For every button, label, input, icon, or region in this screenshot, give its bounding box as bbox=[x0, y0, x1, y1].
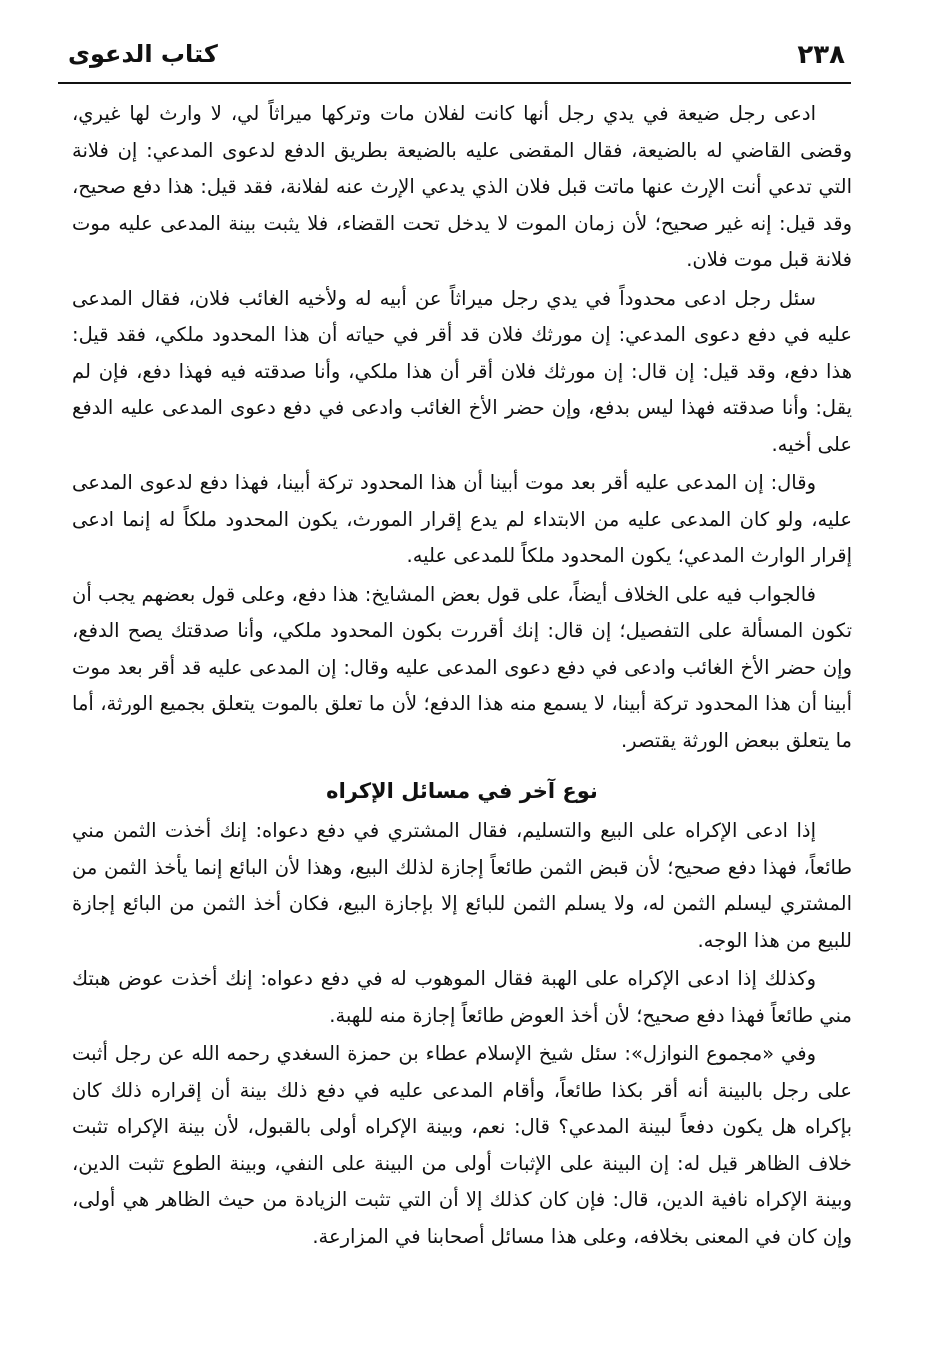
header-divider bbox=[58, 82, 851, 84]
paragraph: وفي «مجموع النوازل»: سئل شيخ الإسلام عطاء بن حمزة السغدي رحمه الله عن رجل أثبت على رجل بالبينة أنه أقر بكذا طائعاً، وأقام المدعى عليه في دفع ذلك بينة أن إقراره ذلك كان بإكراه هل يكون دفعاً لبينة المدعي؟ قال: نعم، وبينة الإكراه أولى بالقبول، لأن بينة الإكراه تثبت خلاف الظاهر قيل له: إن البينة على الإثبات أولى من البينة على النفي، وبينة الطوع تثبت الدين، وبينة الإكراه نافية الدين، قال: فإن كان كذلك إلا أن التي تثبت الزيادة من حيث الظاهر هي أولى، وإن كان في المعنى بخلافه، وعلى هذا مسائل أصحابنا في المزارعة. bbox=[72, 1042, 852, 1248]
paragraph: ادعى رجل ضيعة في يدي رجل أنها كانت لفلان مات وتركها ميراثاً لي، لا وارث لها غيري، وقضى القاضي له بالضيعة، فقال المقضى عليه بالضيعة بطريق الدفع لدعوى المدعي: إن فلانة التي تدعي أنت الإرث عنها ماتت قبل فلان الذي يدعي الإرث عنه لفلانة، فقد قيل: هذا دفع صحيح، وقد قيل: إنه غير صحيح؛ لأن زمان الموت لا يدخل تحت القضاء، فلا يثبت بينة المدعى عليه موت فلانة قبل موت فلان. bbox=[72, 102, 852, 271]
paragraph: وقال: إن المدعى عليه أقر بعد موت أبينا أن هذا المحدود تركة أبينا، فهذا دفع لدعوى المدعى عليه، ولو كان المدعى عليه من الابتداء لم يدع إقرار المورث، يكون المحدود ملكاً له إنما ادعى إقرار الوارث المدعي؛ يكون المحدود ملكاً للمدعى عليه. bbox=[72, 471, 852, 567]
paragraph: فالجواب فيه على الخلاف أيضاً، على قول بعض المشايخ: هذا دفع، وعلى قول بعضهم يجب أن تكون المسألة على التفصيل؛ إن قال: إنك أقررت بكون المحدود ملكي، وأنا صدقتك يصح الدفع، وإن حضر الأخ الغائب وادعى في دفع دعوى المدعى عليه وقال: إن المدعى عليه قد أقر بعد موت أبينا أن هذا المحدود تركة أبينا، لا يسمع منه هذا الدفع؛ لأن ما تعلق بالموت يتعلق بجميع الورثة، أما ما يتعلق ببعض الورثة يقتصر. bbox=[72, 582, 852, 752]
paragraph: إذا ادعى الإكراه على البيع والتسليم، فقال المشتري في دفع دعواه: إنك أخذت الثمن مني طائعاً، فهذا دفع صحيح؛ لأن قبض الثمن طائعاً إجازة لذلك البيع، وهذا لأن البائع إنما يأخذ الثمن من المشتري ليسلم الثمن له، ولا يسلم الثمن للبائع إلا بإجازة البيع، فكان أخذ الثمن من البائع إجازة للبيع من هذا الوجه. bbox=[72, 819, 852, 952]
paragraph: سئل رجل ادعى محدوداً في يدي رجل ميراثاً عن أبيه له ولأخيه الغائب فلان، فقال المدعى عليه في دفع دعوى المدعي: إن مورثك فلان قد أقر في حياته أن هذا المحدود ملكي، فقد قيل: هذا دفع، وقد قيل: إن قال: إن مورثك فلان أقر أن هذا ملكي، وأنا صدقته فيه فهذا دفع، فإن لم يقل: وأنا صدقته فهذا ليس بدفع، وإن حضر الأخ الغائب وادعى في دفع دعوى المدعى عليه الدفع على أخيه. bbox=[72, 286, 852, 456]
page-number: ٢٣٨ bbox=[797, 40, 845, 70]
book-title: كتاب الدعوى bbox=[68, 40, 218, 68]
page-header bbox=[60, 26, 875, 82]
section-heading: نوع آخر في مسائل الإكراه bbox=[326, 779, 598, 803]
paragraph: وكذلك إذا ادعى الإكراه على الهبة فقال الموهوب له في دفع دعواه: إنك أخذت عوض هبتك مني طائعاً فهذا دفع صحيح؛ لأن أخذ العوض طائعاً إجازة منه للهبة. bbox=[72, 967, 852, 1027]
page-body bbox=[72, 96, 852, 1257]
